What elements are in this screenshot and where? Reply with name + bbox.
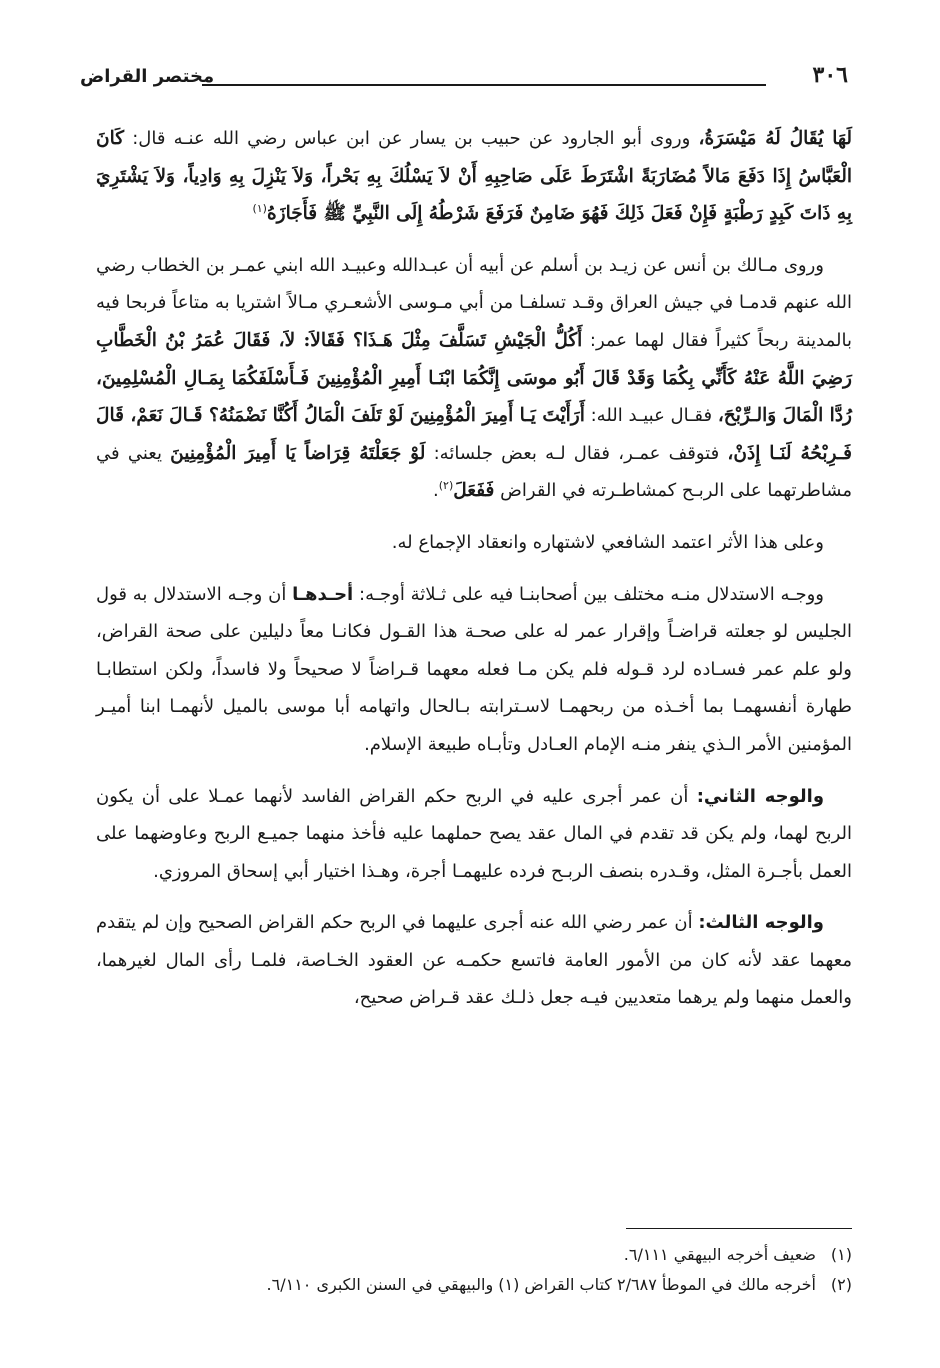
footnote-number: (٢) <box>830 1275 852 1294</box>
footnote-rule <box>626 1228 852 1229</box>
quoted-text: فَفَعَلَ <box>453 480 495 502</box>
paragraph-first-view <box>96 576 852 764</box>
page-number: ٣٠٦ <box>812 62 848 88</box>
narration-text: فتوقف عمـر، فقال لـه بعض جلسائه: <box>425 442 728 464</box>
book-title: مختصر القراض <box>80 66 215 87</box>
footnote <box>96 1240 852 1270</box>
footnote-ref-1[interactable]: (١) <box>252 202 267 216</box>
quoted-text: لَهَا يُقَالُ لَهُ مَيْسَرَةُ، <box>698 128 852 149</box>
narration-text: وروى أبو الجارود عن حبيب بن يسار عن ابن عباس رضي الله عنـه قال: <box>124 128 699 149</box>
paragraph-text: ووجـه الاستدلال منـه مختلف بين أصحابنـا فيه على ثـلاثة أوجـه: <box>353 583 824 605</box>
header-rule <box>202 84 766 86</box>
narration-text: وروى مـالك بن أنس عن زيـد بن أسلم عن أبيه أن عبـدالله وعبيـد الله ابني عمـر بن الخطاب رضي الله عنهم قدمـا في جيش العراق وقـد تسلفـا من أبي مـوسى الأشعـري مـالاً اشتريا به متاعاً فربحا فيه بالمدينة ربحاً كثيراً فقال لهما عمر: <box>96 254 853 351</box>
paragraph-text: وعلى هذا الأثر اعتمد الشافعي لاشتهاره وانعقاد الإجماع له. <box>391 531 824 553</box>
paragraph-text: أن وجـه الاستدلال به قول الجليس لو جعلته قراضـاً وإقرار عمر له على صحـة هذا القـول فكانـا معاً دليلين على صحة القراض، ولو علم عمر فسـاده لرد قـوله فلم يكن مـا فعله معهما قـراضاً لا صحيحاً ولا فاسداً، ولكن استطابـا طهارة أنفسهمـا بما أخـذه من ربحهمـا لاسـترابته بـالحال واتهامه أبا موسى بالميل لأنهمـا ابنا أميـر المؤمنين الأمر الـذي ينفر منـه الإمام العـادل وتأبـاه طبيعة الإسلام. <box>96 583 852 755</box>
paragraph-shafii <box>96 524 852 562</box>
footnote-number: (١) <box>830 1245 852 1264</box>
quoted-text: لَوْ جَعَلْتَهُ قِرَاضاً يَا أَمِيرَ الْمُؤْمِنِينَ <box>170 442 426 464</box>
paragraph-third-view <box>96 904 852 1017</box>
quoted-hadith: كَانَ الْعَبَّاسُ إِذَا دَفَعَ مَالاً مُضَارَبَةً اشْتَرَطَ عَلَى صَاحِبِهِ أَنْ لاَ يَسْلُكَ بِهِ بَحْراً، وَلاَ يَنْزِلَ بِهِ وَادِياً، وَلاَ يَشْتَرِيَ بِهِ ذَاتَ كَبِدٍ رَطْبَةٍ فَإِنْ فَعَلَ ذَلِكَ فَهُوَ ضَامِنٌ فَرَفَعَ شَرْطُهُ إِلَى النَّبِيِّ ﷺ فَأَجَازَهُ <box>96 128 852 225</box>
running-head <box>80 62 850 96</box>
quoted-text: أَرَأَيْتَ يَـا أَمِيرَ الْمُؤْمِنِينَ لَوْ تَلَفَ الْمَالُ أَكُنَّا نَضْمَنُهُ؟ قَـالَ نَعَمْ، قَالَ فَـرِبْحُهُ لَنَـا إِذَنْ، <box>96 405 852 464</box>
footnotes <box>96 1240 852 1300</box>
narration-text: فقـال عبيـد الله: <box>584 405 718 427</box>
narration-text: يعني في مشاطرتهما على الربـح كمشاطـرته في القراض <box>96 442 852 502</box>
footnote-ref-2[interactable]: (٢) <box>438 479 454 493</box>
paragraph-malik-narration <box>96 247 852 510</box>
paragraph-second-view <box>96 778 852 891</box>
view-label: أحـدهـا <box>292 583 354 605</box>
view-label: والوجه الثاني: <box>696 785 825 807</box>
paragraph-text: أن عمر أجرى عليه في الربح حكم القراض الفاسد لأنهما عمـلا على أن يكون الربح لهما، ولم يكن قد تقدم في المال عقد يصح حملهما عليه فأخذ منهما جميـع الربح وعاوضهما على العمل بأجـرة المثل، وقـدره بنصف الربـح فرده عليهمـا أجرة، وهـذا اختيار أبي إسحاق المروزي. <box>96 785 852 882</box>
quoted-text: أَكُلُّ الْجَيْشِ تَسَلَّفَ مِثْلَ هَـذَا؟ فَقَالاَ: لاَ، فَقَالَ عُمَرُ بْنُ الْخَطَّابِ رَضِيَ اللَّهُ عَنْهُ كَأَنِّي بِكُمَا وَقَدْ قَالَ أَبُو موسَى إِنَّكُمَا ابْنَـا أَمِيرِ الْمُؤْمِنِينَ فَـأَسْلَفَكُمَا بِمَـالِ الْمُسْلِمِينَ، رُدَّا الْمَالَ وَالـرِّبْحَ، <box>96 329 852 427</box>
paragraph-abbas-narration <box>96 120 852 233</box>
view-label: والوجه الثالث: <box>698 912 824 934</box>
paragraph-text: أن عمر رضي الله عنه أجرى عليهما في الربح حكم القراض الصحيح وإن لم يتقدم معهما عقد لأنه كان من الأمور العامة فاتسع حكمـه عن العقود الخـاصة، فلمـا رأى المال لغيرهما، والعمل منهما ولم يرهما متعديين فيـه جعل ذلـك عقد قـراض صحيح، <box>96 912 852 1009</box>
period: . <box>433 480 439 502</box>
footnote <box>96 1270 852 1300</box>
footnote-text: ضعيف أخرجه البيهقي ٦/١١١. <box>623 1245 816 1264</box>
footnote-text: أخرجه مالك في الموطأ ٢/٦٨٧ كتاب القراض (١) والبيهقي في السنن الكبرى ٦/١١٠. <box>266 1275 816 1294</box>
body-text <box>96 120 852 1031</box>
